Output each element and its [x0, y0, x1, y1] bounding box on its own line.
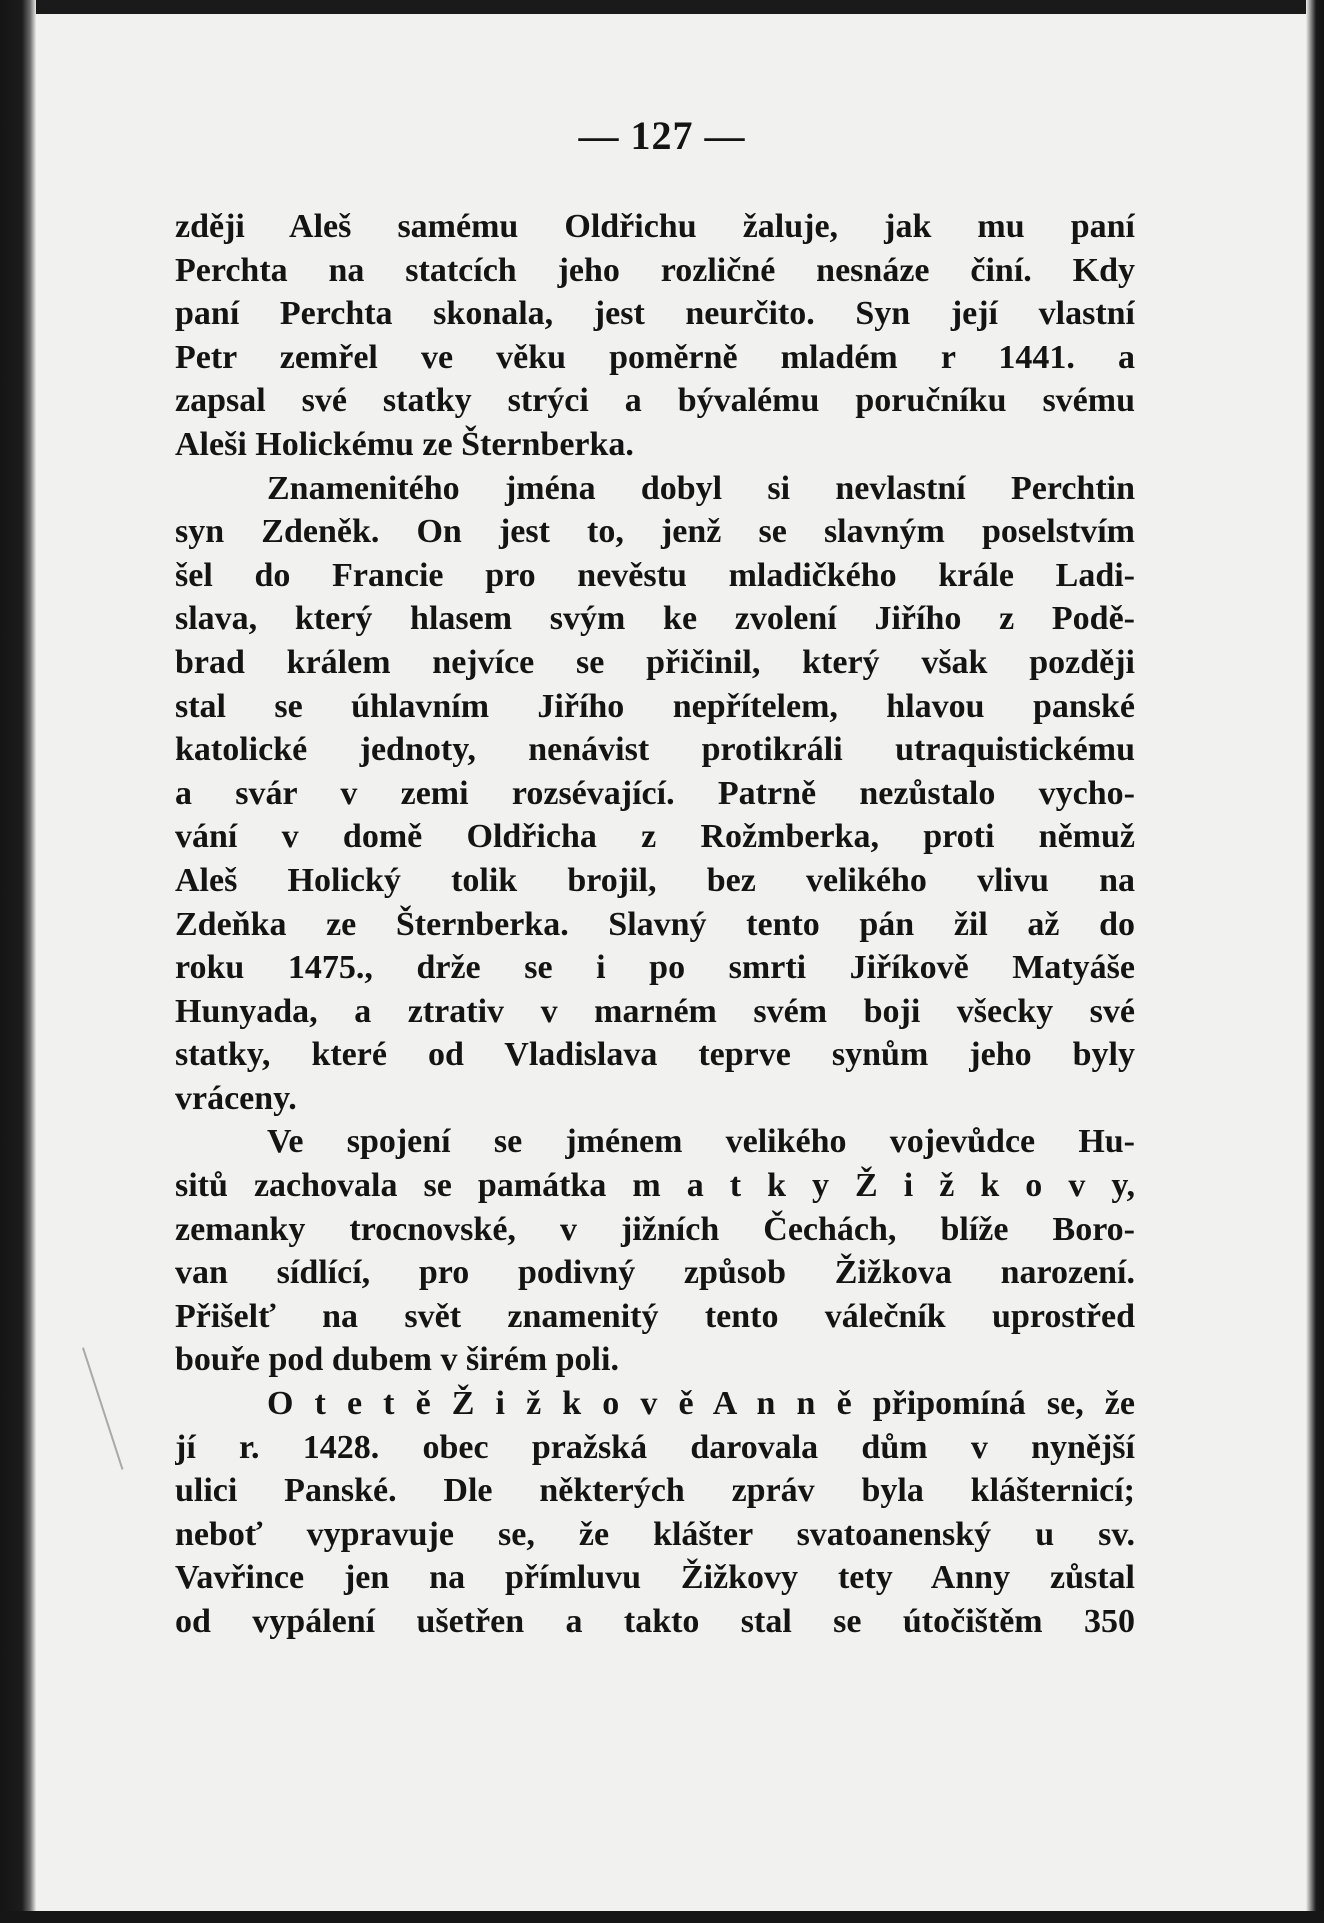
text-line: Znamenitého jména dobyl si nevlastní Perchtin [267, 469, 1135, 507]
text-line: a svár v zemi rozsévající. Patrně nezůstalo vycho- [175, 774, 1135, 812]
scan-right-edge [1306, 0, 1324, 1923]
text-line: Aleši Holickému ze Šternberka. [175, 425, 634, 463]
page-number: — 127 — [578, 113, 746, 158]
text-line: vání v domě Oldřicha z Rožmberka, proti němuž [175, 818, 1135, 856]
text-line: katolické jednoty, nenávist protikráli utraquistickému [175, 731, 1135, 769]
scan-bottom-edge [0, 1911, 1324, 1923]
paper-scratch-mark [82, 1347, 123, 1469]
text-line: brad králem nejvíce se přičinil, který však později [175, 643, 1135, 681]
text-line: Přišelť na svět znamenitý tento válečník uprostřed [175, 1297, 1135, 1335]
text-line: statky, které od Vladislava teprve synům jeho byly [175, 1036, 1135, 1074]
text-line: roku 1475., drže se i po smrti Jiříkově Matyáše [175, 949, 1135, 987]
text-line: van sídlící, pro podivný způsob Žižkova narození. [175, 1254, 1135, 1292]
text-line: Vavřince jen na přímluvu Žižkovy tety Anny zůstal [175, 1559, 1135, 1597]
text-line: jí r. 1428. obec pražská darovala dům v nynější [175, 1428, 1135, 1466]
text-line: Petr zemřel ve věku poměrně mladém r 1441. a [175, 338, 1135, 376]
text-line: vráceny. [175, 1079, 297, 1117]
text-line: slava, který hlasem svým ke zvolení Jiřího z Podě- [175, 600, 1135, 638]
scan-top-edge [0, 0, 1324, 14]
text-line: šel do Francie pro nevěstu mladičkého krále Ladi- [175, 556, 1135, 594]
text-line: syn Zdeněk. On jest to, jenž se slavným poselstvím [175, 513, 1135, 551]
text-line: bouře pod dubem v širém poli. [175, 1341, 619, 1379]
text-line: Aleš Holický tolik brojil, bez velikého vlivu na [175, 861, 1135, 899]
text-line: ulici Panské. Dle některých zpráv byla klášternicí; [175, 1472, 1135, 1510]
body-text [175, 205, 1135, 1644]
text-line: neboť vypravuje se, že klášter svatoanenský u sv. [175, 1515, 1135, 1553]
text-line: Ve spojení se jménem velikého vojevůdce Hu- [267, 1123, 1135, 1161]
text-line: stal se úhlavním Jiřího nepřítelem, hlavou panské [175, 687, 1135, 725]
text-line: zapsal své statky strýci a bývalému poručníku svému [175, 382, 1135, 420]
text-line: zemanky trocnovské, v jižních Čechách, blíže Boro- [175, 1210, 1135, 1248]
scan-left-edge [0, 0, 36, 1923]
text-line: zději Aleš samému Oldřichu žaluje, jak mu paní [175, 208, 1135, 245]
text-line: od vypálení ušetřen a takto stal se útočištěm 350 [175, 1603, 1135, 1640]
text-line: Hunyada, a ztrativ v marném svém boji všecky své [175, 992, 1135, 1030]
text-line: O t e t ě Ž i ž k o v ě A n n ě připomíná se, že [267, 1385, 1135, 1423]
text-line: paní Perchta skonala, jest neurčito. Syn její vlastní [175, 295, 1135, 333]
text-line: Perchta na statcích jeho rozličné nesnáze činí. Kdy [175, 251, 1135, 289]
text-line: Zdeňka ze Šternberka. Slavný tento pán žil až do [175, 905, 1135, 943]
text-line: sitů zachovala se památka m a t k y Ž i ž k o v y, [175, 1167, 1135, 1205]
